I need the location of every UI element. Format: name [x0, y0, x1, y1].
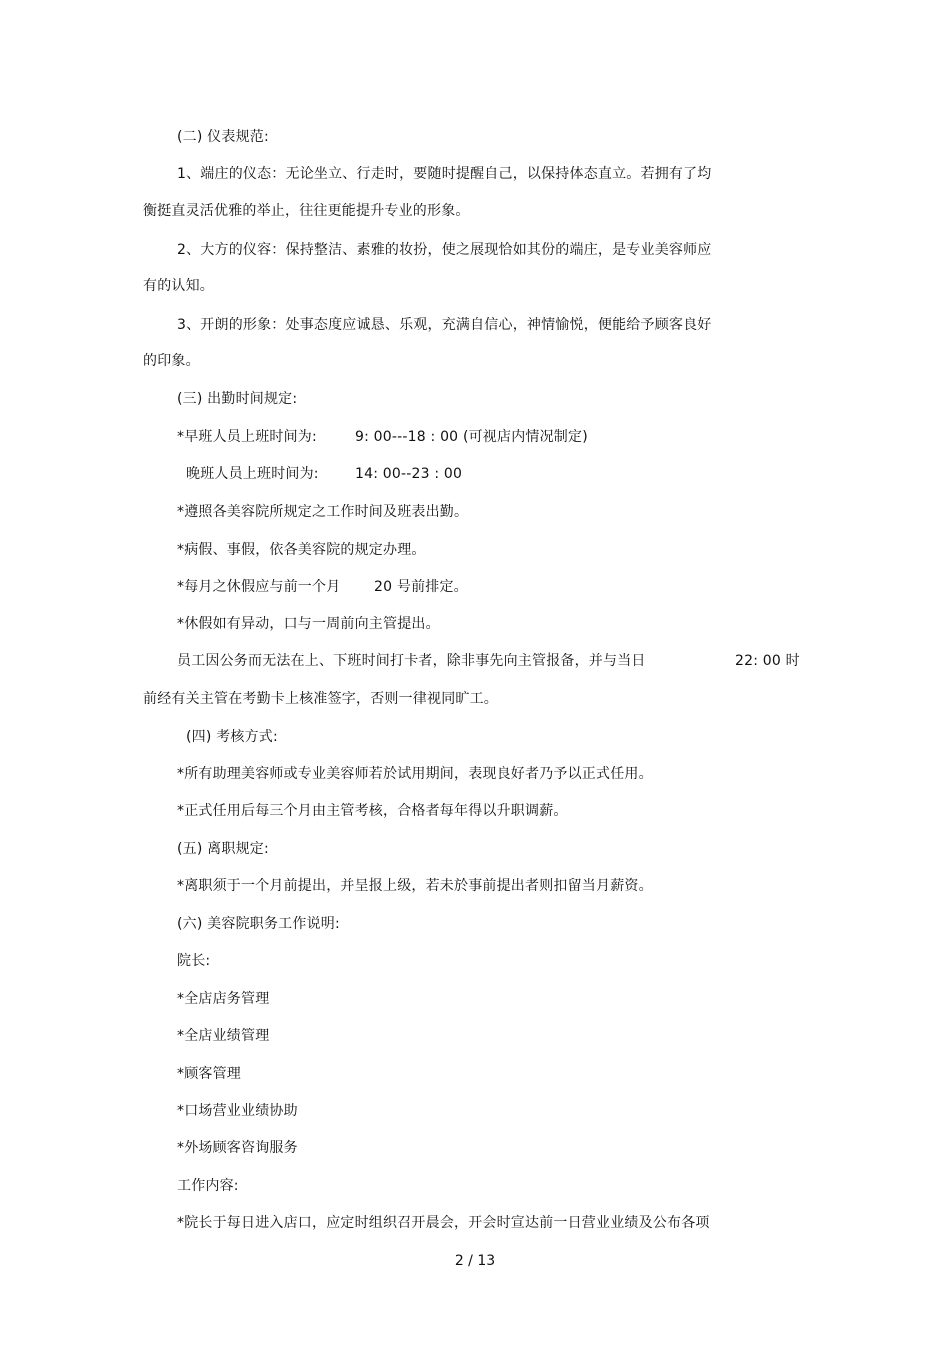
- page-number: 2 / 13: [454, 1253, 496, 1269]
- section-heading: (二) 仪表规范:: [177, 129, 269, 145]
- section-heading: (三) 出勤时间规定:: [177, 391, 298, 407]
- list-item: *休假如有异动，口与一周前向主管提出。: [177, 616, 440, 632]
- list-item: *口场营业业绩协助: [177, 1103, 298, 1119]
- list-item: 晚班人员上班时间为:: [186, 466, 319, 482]
- time-value: 14: 00--23 : 00: [355, 466, 463, 482]
- paragraph-line: 前经有关主管在考勤卡上核准签字，否则一律视同旷工。: [143, 691, 498, 707]
- list-item: *所有助理美容师或专业美容师若於试用期间，表现良好者乃予以正式任用。: [177, 766, 653, 782]
- list-item: *正式任用后每三个月由主管考核，合格者每年得以升职调薪。: [177, 803, 568, 819]
- date-value: 20 号前排定。: [374, 579, 468, 595]
- list-item: *遵照各美容院所规定之工作时间及班表出勤。: [177, 504, 469, 520]
- section-heading: (四) 考核方式:: [186, 729, 278, 745]
- list-item: *离职须于一个月前提出，并呈报上级，若未於事前提出者则扣留当月薪资。: [177, 878, 653, 894]
- list-item: *早班人员上班时间为:: [177, 429, 317, 445]
- paragraph-line: 3、开朗的形象：处事态度应诚恳、乐观，充满自信心，神情愉悦，便能给予顾客良好: [177, 317, 712, 333]
- list-item: *院长于每日进入店口，应定时组织召开晨会，开会时宣达前一日营业业绩及公布各项: [177, 1215, 710, 1231]
- paragraph-line: 衡挺直灵活优雅的举止，往往更能提升专业的形象。: [143, 203, 470, 219]
- paragraph-line: 2、大方的仪容：保持整洁、素雅的妆扮，使之展现恰如其份的端庄，是专业美容师应: [177, 242, 712, 258]
- list-item: *全店业绩管理: [177, 1028, 270, 1044]
- time-value: 9: 00---18 : 00 (可视店内情况制定): [355, 429, 588, 445]
- time-value: 22: 00 时: [735, 653, 800, 669]
- list-item: *外场顾客咨询服务: [177, 1140, 298, 1156]
- subheading: 工作内容:: [177, 1178, 239, 1194]
- paragraph-line: 有的认知。: [143, 278, 214, 294]
- list-item: *每月之休假应与前一个月: [177, 579, 341, 595]
- paragraph-line: 的印象。: [143, 353, 200, 369]
- list-item: *顾客管理: [177, 1066, 241, 1082]
- section-heading: (六) 美容院职务工作说明:: [177, 916, 340, 932]
- list-item: *全店店务管理: [177, 991, 270, 1007]
- paragraph-line: 1、端庄的仪态：无论坐立、行走时，要随时提醒自己，以保持体态直立。若拥有了均: [177, 166, 712, 182]
- list-item: *病假、事假，依各美容院的规定办理。: [177, 542, 426, 558]
- section-heading: (五) 离职规定:: [177, 841, 269, 857]
- paragraph-line: 员工因公务而无法在上、下班时间打卡者，除非事先向主管报备，并与当日: [177, 653, 646, 669]
- role-heading: 院长:: [177, 953, 211, 969]
